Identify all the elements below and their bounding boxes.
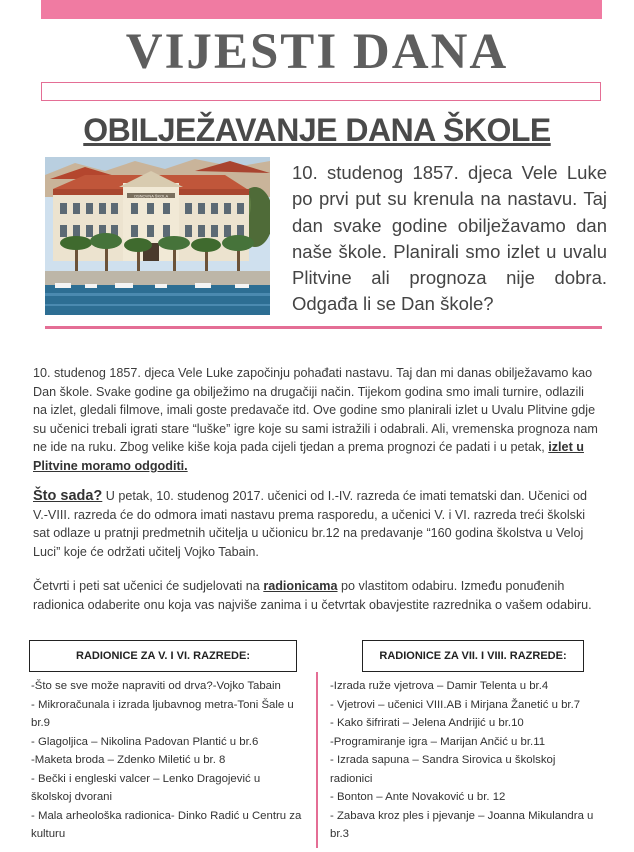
paragraph-workshops (33, 577, 598, 614)
list-item: -Programiranje igra – Marijan Ančić u br.11 (330, 735, 546, 748)
pink-divider-rule (45, 326, 602, 329)
list-item: - Mala arheološka radionica- Dinko Radić u Centru za kulturu (31, 809, 302, 840)
paragraph-workshops-after: po vlastitom odabiru. Između ponuđenih radionica odaberite onu koja vas najviše zanima i u četvrtak obavjestite razrednika o vašem odabiru. (33, 579, 592, 612)
list-item: -Izrada ruže vjetrova – Damir Telenta u br.4 (330, 680, 549, 692)
list-item: - Mikroračunala i izrada ljubavnog metra-Toni Šale u br.9 (31, 698, 294, 729)
school-building-photo (45, 157, 270, 315)
list-item: - Glagoljica – Nikolina Padovan Plantić u br.6 (31, 735, 259, 748)
list-item: -Što se sve može napraviti od drva?-Vojko Tabain (31, 680, 281, 692)
column-divider (316, 672, 318, 848)
paragraph-schedule-text: U petak, 10. studenog 2017. učenici od I.-IV. razreda će imati tematski dan. Učenici od V.-VIII. razreda će do odmora imati nastavu prema rasporedu, a učenici V. i VI. razreda treći školski sat odlaze u pratnji predmetnih učitelja u učionicu br.12 na predavanje “160 godina školstva u Veloj Luci” koje će održati učitelj Vojko Tabain. (33, 489, 587, 559)
list-item: -Maketa broda – Zdenko Miletić u br. 8 (31, 754, 226, 766)
paragraph-history-text: 10. studenog 1857. djeca Vele Luke započinju pohađati nastavu. Taj dan mi danas obilježavamo kao Dan škole. Svake godine ga obilježimo na drugačiji način. Tijekom godina smo imali turnire, odlazili na izlet, gledali filmove, imali goste predavače itd. Ove godine smo planirali izlet u Uvalu Plitvine gdje su učenici trebali igrati stare “luške” igre koje su sami istražili i odabrali. Ali, vremenska prognoza nam ne ide na ruku. Zbog velike kiše koja pada cijeli tjedan a prema prognozi će padati i u petak, (33, 366, 598, 455)
workshops-left-heading: RADIONICE ZA V. I VI. RAZREDE: (29, 640, 297, 672)
workshops-right-heading: RADIONICE ZA VII. I VIII. RAZREDE: (362, 640, 584, 672)
list-item: - Zabava kroz ples i pjevanje – Joanna Mikulandra u br.3 (330, 809, 594, 840)
paragraph-workshops-emphasis: radionicama (263, 579, 338, 593)
paragraph-schedule (33, 487, 598, 561)
paragraph-schedule-lead: Što sada? (33, 488, 103, 504)
intro-text: 10. studenog 1857. djeca Vele Luke po prvi put su krenula na nastavu. Taj dan svake godine obilježavamo dan naše škole. Planirali smo izlet u uvalu Plitvine ali prognoza nije dobra. Odgađa li se Dan škole? (292, 162, 607, 315)
postponed-trip-notice: izlet u Plitvine moramo odgoditi. (33, 440, 584, 473)
top-pink-bar (41, 0, 602, 19)
workshops-left-list (31, 677, 303, 844)
masthead-title: VIJESTI DANA (125, 24, 509, 80)
list-item: - Bonton – Ante Novaković u br. 12 (330, 791, 506, 803)
workshops-right-list (330, 677, 600, 844)
list-item: - Kako šifrirati – Jelena Andrijić u br.10 (330, 717, 524, 729)
paragraph-workshops-before: Četvrti i peti sat učenici će sudjelovati na (33, 579, 260, 593)
article-headline: OBILJEŽAVANJE DANA ŠKOLE (83, 112, 551, 148)
svg-text:OSNOVNA ŠKOLA: OSNOVNA ŠKOLA (133, 193, 169, 199)
paragraph-history (33, 364, 598, 476)
list-item: - Vjetrovi – učenici VIII.AB i Mirjana Žanetić u br.7 (330, 698, 581, 711)
list-item: - Izrada sapuna – Sandra Sirovica u školskoj radionici (330, 754, 556, 785)
pink-divider-box (41, 82, 601, 101)
list-item: - Bečki i engleski valcer – Lenko Dragojević u školskoj dvorani (31, 772, 261, 803)
